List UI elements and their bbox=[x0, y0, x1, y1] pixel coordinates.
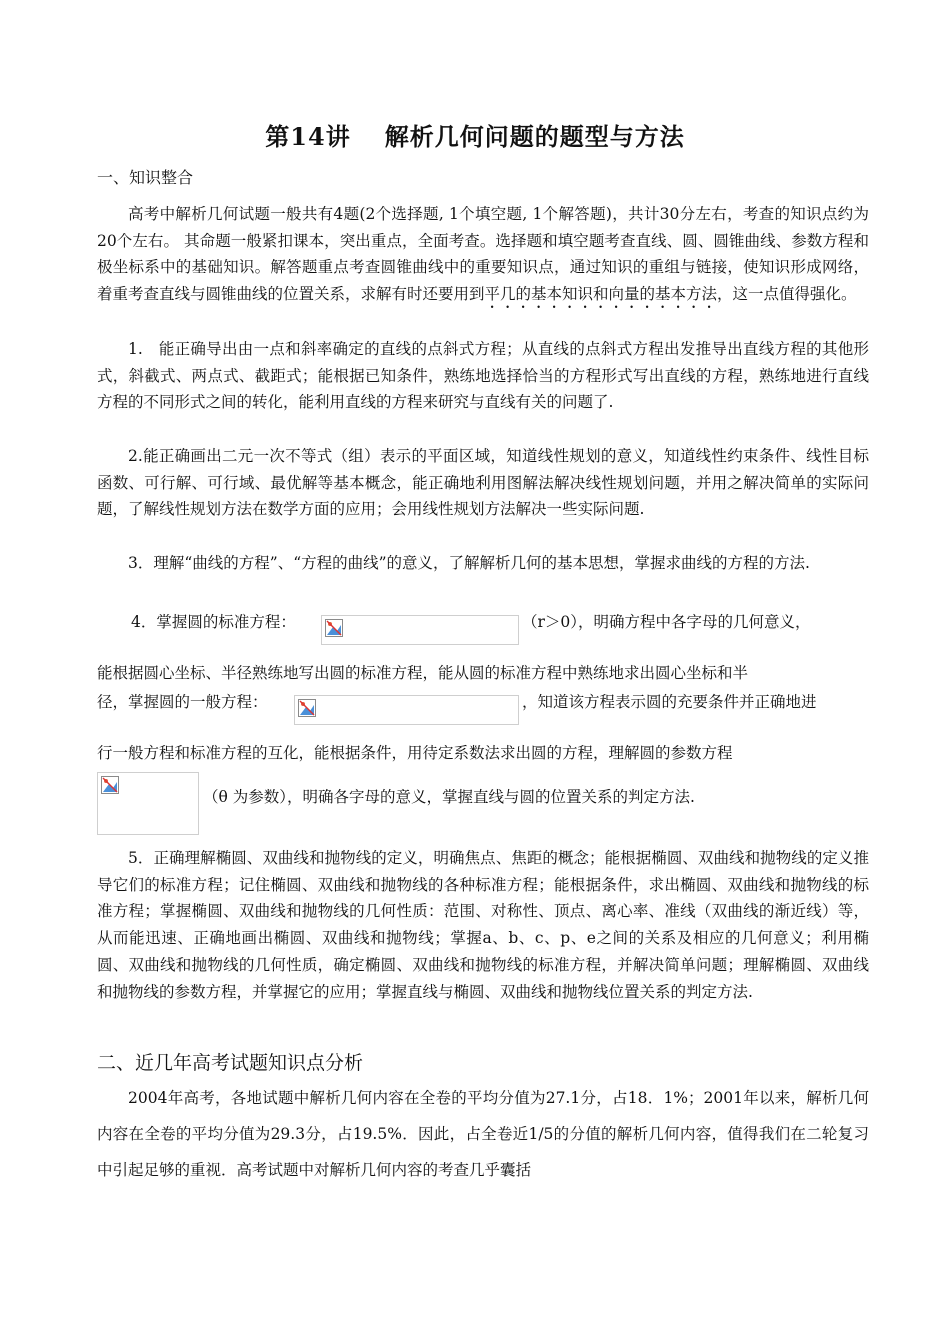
title-topic: 解析几何问题的题型与方法 bbox=[384, 122, 685, 151]
broken-image-icon bbox=[325, 619, 343, 637]
analysis-paragraph: 2004年高考，各地试题中解析几何内容在全卷的平均分值为27.1分，占18．1%；2001年以来，解析几何内容在全卷的平均分值为29.3分，占19.5%．因此，占全卷近1/5的分值的解析几何内容，值得我们在二轮复习中引起足够的重视．高考试题中对解析几何内容的考查几乎囊括 bbox=[97, 1089, 869, 1179]
circle-general-equation-image bbox=[294, 695, 519, 725]
circle-parametric-equation-image bbox=[97, 772, 199, 835]
broken-image-icon bbox=[101, 776, 119, 794]
broken-image-icon bbox=[298, 699, 316, 717]
intro-paragraph: 高考中解析几何试题一般共有4题(2个选择题, 1个填空题, 1个解答题)，共计30分左右，考查的知识点约为20个左右。 其命题一般紧扣课本，突出重点，全面考查。选择题和填空题考查直线、圆、圆锥曲线、参数方程和极坐标系中的基础知识。解答题重点考查圆锥曲线中的重要知识点，通过知识的重组与链接，使知识形成网络，着重考查直线与圆锥曲线的位置关系，求解有时还要用到平几的基本知识和向量的基本方法，这一点值得强化。 bbox=[97, 205, 869, 304]
section-heading-knowledge: 一、知识整合 bbox=[97, 168, 194, 187]
item4-text-e: ，知道该方程表示圆的充要条件并正确地进 bbox=[522, 693, 817, 711]
title-lecture-number: 第14讲 bbox=[265, 122, 351, 151]
item4-text-b: （r＞0），明确方程中各字母的几何意义， bbox=[522, 613, 811, 631]
knowledge-item-5: 5．正确理解椭圆、双曲线和抛物线的定义，明确焦点、焦距的概念；能根据椭圆、双曲线和抛物线的定义推导它们的标准方程；记住椭圆、双曲线和抛物线的各种标准方程；能根据条件，求出椭圆、双曲线和抛物线的标准方程；掌握椭圆、双曲线和抛物线的几何性质：范围、对称性、顶点、离心率、准线（双曲线的渐近线）等，从而能迅速、正确地画出椭圆、双曲线和抛物线；掌握a、b、c、p、e之间的关系及相应的几何意义；利用椭圆、双曲线和抛物线的几何性质，确定椭圆、双曲线和抛物线的标准方程，并解决简单问题；理解椭圆、双曲线和抛物线的参数方程，并掌握它的应用；掌握直线与椭圆、双曲线和抛物线位置关系的判定方法. bbox=[97, 849, 869, 1001]
item4-text-a: 4．掌握圆的标准方程： bbox=[131, 613, 296, 631]
page-title bbox=[0, 117, 950, 152]
circle-standard-equation-image bbox=[321, 615, 519, 645]
item4-text-g: （θ 为参数），明确各字母的意义，掌握直线与圆的位置关系的判定方法. bbox=[203, 788, 695, 806]
item4-text-d: 径，掌握圆的一般方程： bbox=[97, 693, 268, 711]
knowledge-item-2: 2.能正确画出二元一次不等式（组）表示的平面区域，知道线性规划的意义，知道线性约束条件、线性目标函数、可行解、可行域、最优解等基本概念，能正确地利用图解法解决线性规划问题，并用之解决简单的实际问题，了解线性规划方法在数学方面的应用；会用线性规划方法解决一些实际问题. bbox=[97, 447, 869, 519]
knowledge-item-1: 1. 能正确导出由一点和斜率确定的直线的点斜式方程；从直线的点斜式方程出发推导出直线方程的其他形式，斜截式、两点式、截距式；能根据已知条件，熟练地选择恰当的方程形式写出直线的方程，熟练地进行直线方程的不同形式之间的转化，能利用直线的方程来研究与直线有关的问题了. bbox=[97, 340, 869, 412]
knowledge-item-3: 3．理解“曲线的方程”、“方程的曲线”的意义，了解解析几何的基本思想，掌握求曲线的方程的方法. bbox=[128, 554, 810, 572]
emphasized-text: 平几的基本知识和向量的基本方法 bbox=[484, 285, 718, 304]
item4-text-f: 行一般方程和标准方程的互化，能根据条件，用待定系数法求出圆的方程，理解圆的参数方程 bbox=[97, 744, 733, 762]
section-heading-analysis: 二、近几年高考试题知识点分析 bbox=[97, 1052, 364, 1074]
item4-text-c: 能根据圆心坐标、半径熟练地写出圆的标准方程，能从圆的标准方程中熟练地求出圆心坐标和半 bbox=[97, 664, 749, 682]
